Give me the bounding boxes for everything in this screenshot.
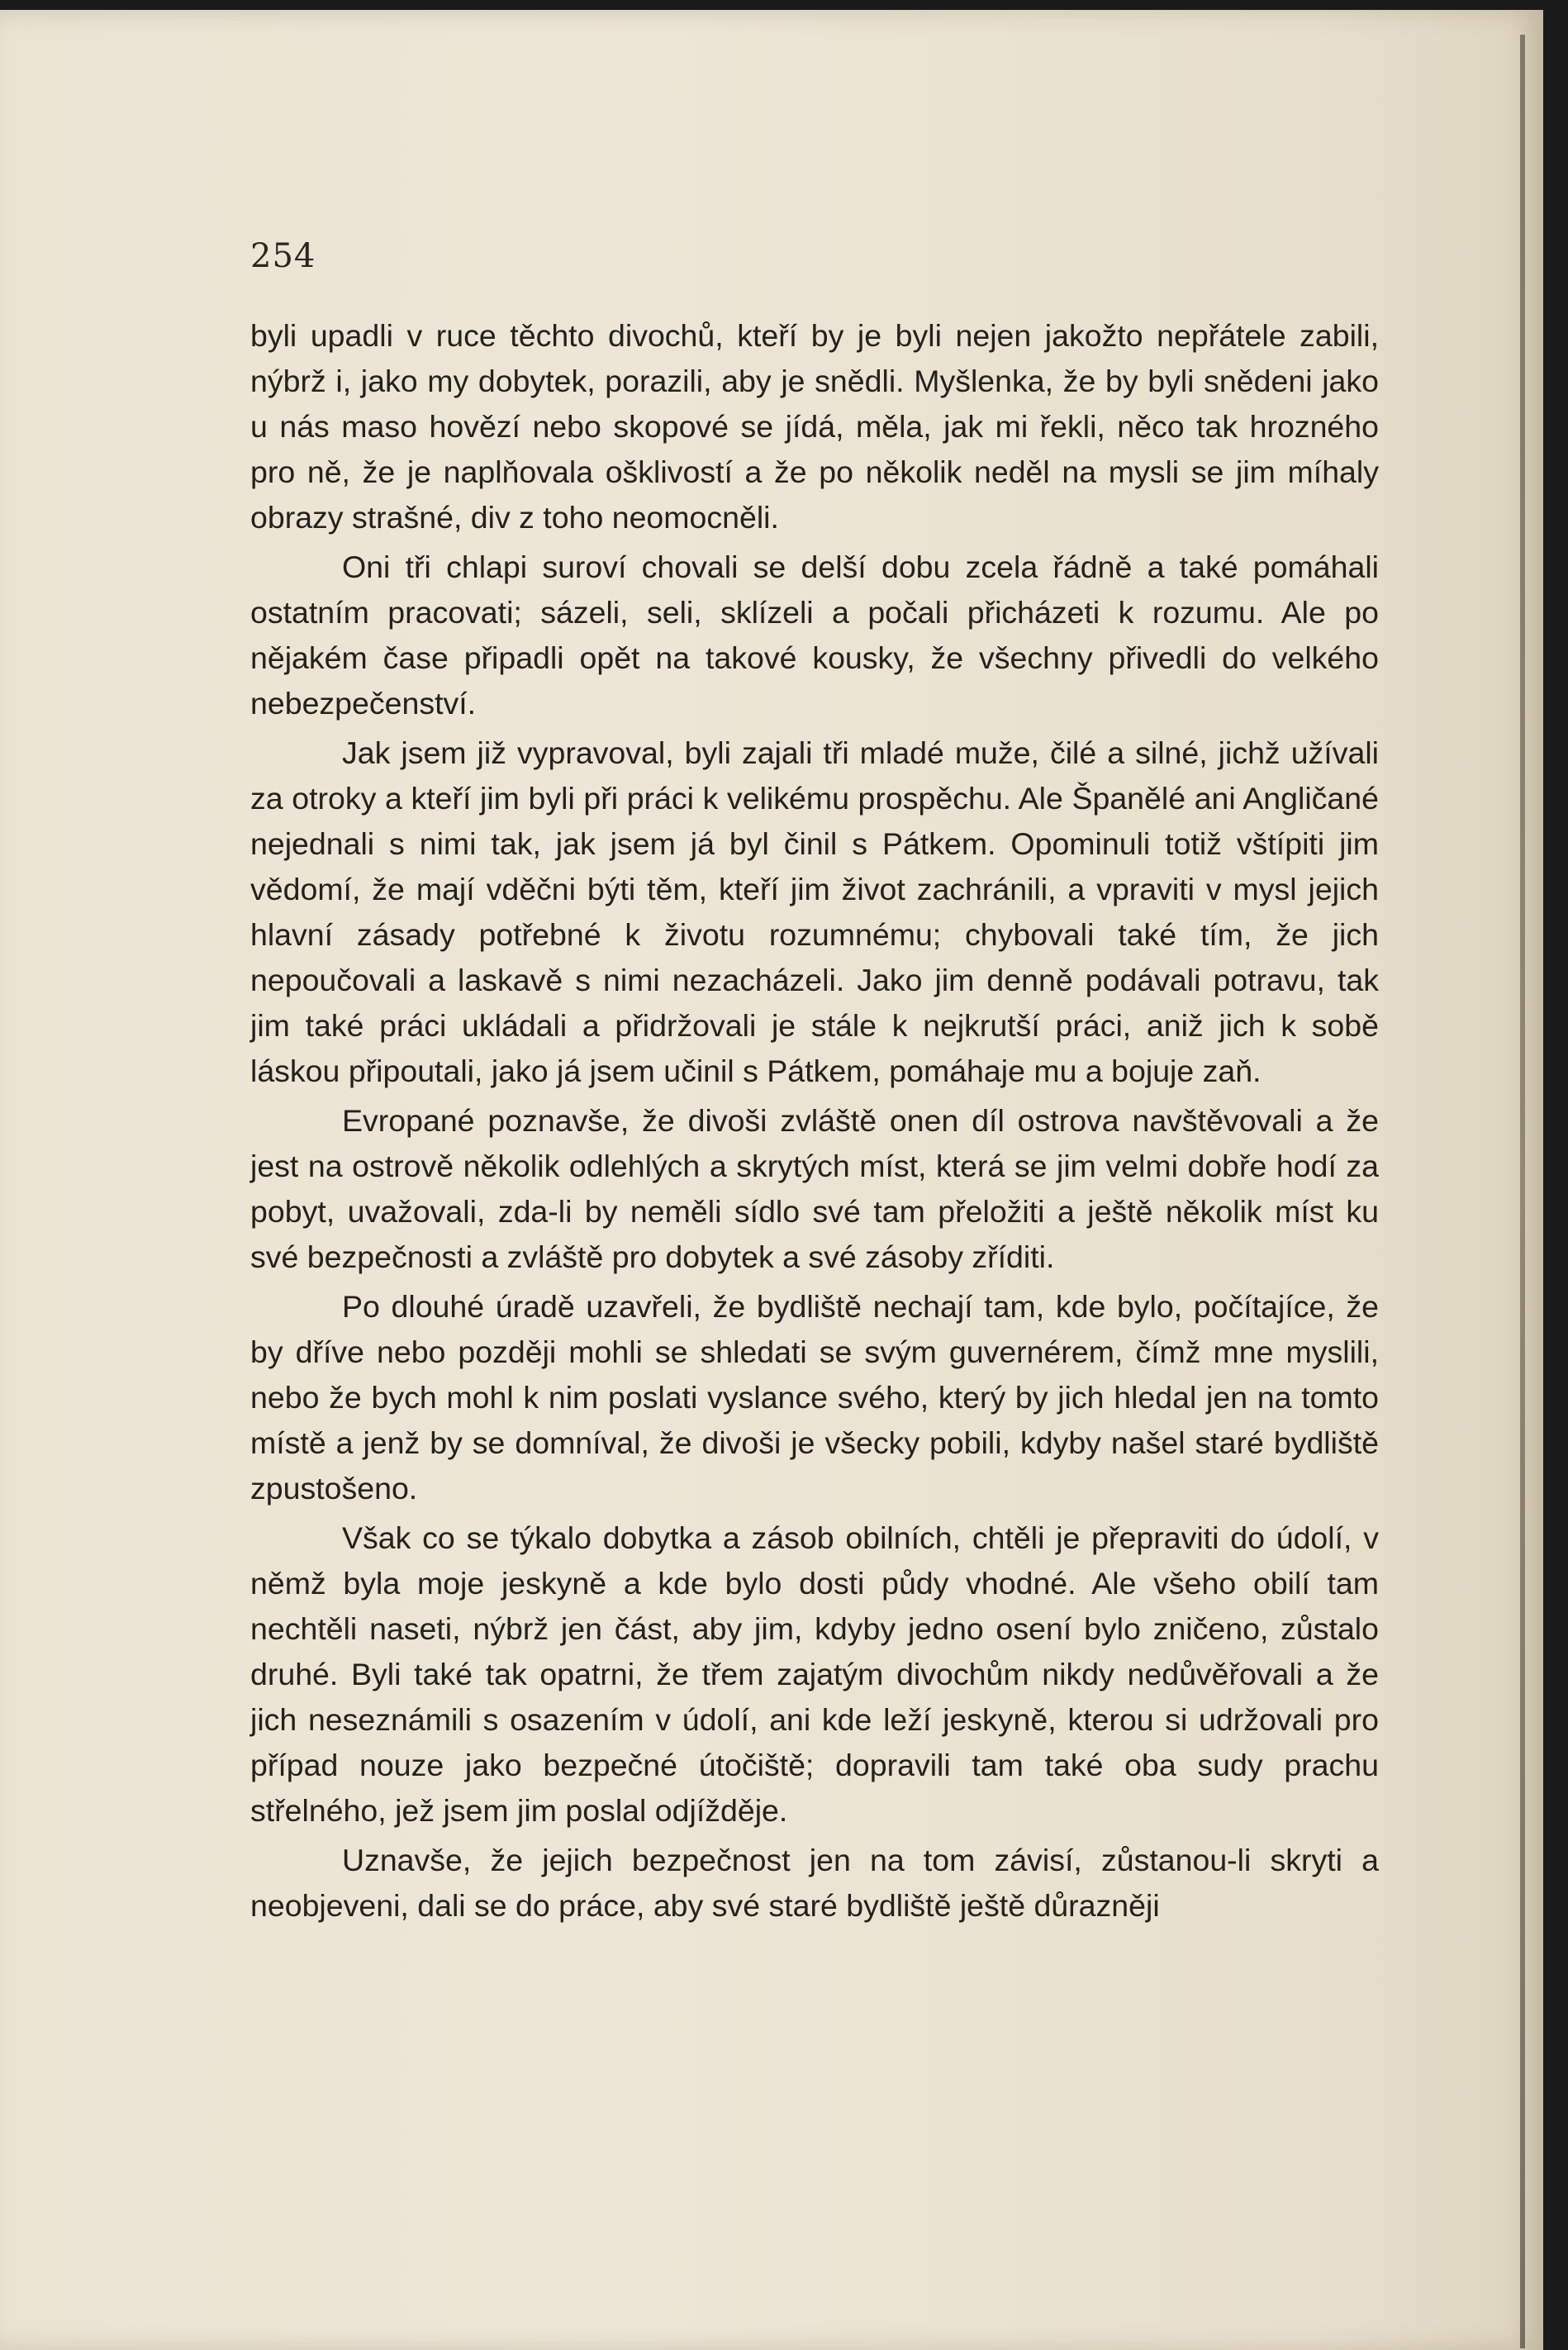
paragraph: Uznavše, že jejich bezpečnost jen na tom závisí, zůstanou-li skryti a neobjeveni, dali se do práce, aby své staré bydliště ještě důrazněji [250, 1843, 1379, 1923]
paragraph: Evropané poznavše, že divoši zvláště onen díl ostrova navštěvovali a že jest na ostrově několik odlehlých a skrytých míst, která se jim velmi dobře hodí za pobyt, uvažovali, zda-li by neměli sídlo své tam přeložiti a ještě několik míst ku své bezpečnosti a zvláště pro dobytek a své zásoby zříditi. [250, 1103, 1379, 1274]
paragraph: byli upadli v ruce těchto divochů, kteří by je byli nejen jakožto nepřátele zabili, nýbrž i, jako my dobytek, porazili, aby je snědli. Myšlenka, že by byli snědeni jako u nás maso hovězí nebo skopové se jídá, měla, jak mi řekli, něco tak hrozného pro ně, že je naplňovala ošklivostí a že po několik neděl na mysli se jim míhaly obrazy strašné, div z toho neomocněli. [250, 318, 1379, 535]
body-text [250, 313, 1379, 1933]
paragraph: Po dlouhé úradě uzavřeli, že bydliště nechají tam, kde bylo, počítajíce, že by dříve nebo později mohli se shledati se svým guvernérem, čímž mne myslili, nebo že bych mohl k nim poslati vyslance svého, který by jich hledal jen na tomto místě a jenž by se domníval, že divoši je všecky pobili, kdyby našel staré bydliště zpustošeno. [250, 1289, 1379, 1506]
paragraph: Jak jsem již vypravoval, byli zajali tři mladé muže, čilé a silné, jichž užívali za otroky a kteří jim byli při práci k velikému prospěchu. Ale Španělé ani Angličané nejednali s nimi tak, jak jsem já byl činil s Pátkem. Opominuli totiž vštípiti jim vědomí, že mají vděčni býti těm, kteří jim život zachránili, a vpraviti v mysl jejich hlavní zásady potřebné k životu rozumnému; chybovali také tím, že jich nepoučovali a laskavě s nimi nezacházeli. Jako jim denně podávali potravu, tak jim také práci ukládali a přidržovali je stále k nejkrutší práci, aniž jich k sobě láskou připoutali, jako já jsem učinil s Pátkem, pomáhaje mu a bojuje zaň. [250, 735, 1379, 1088]
page-number: 254 [250, 237, 316, 275]
paragraph: Oni tři chlapi suroví chovali se delší dobu zcela řádně a také pomáhali ostatním pracovati; sázeli, seli, sklízeli a počali přicházeti k rozumu. Ale po nějakém čase připadli opět na takové kousky, že všechny přivedli do velkého nebezpečenství. [250, 549, 1379, 721]
page-edge-shadow [1520, 35, 1525, 2348]
book-page [0, 10, 1543, 2350]
paragraph: Však co se týkalo dobytka a zásob obilních, chtěli je přepraviti do údolí, v němž byla moje jeskyně a kde bylo dosti půdy vhodné. Ale všeho obilí tam nechtěli naseti, nýbrž jen část, aby jim, kdyby jedno osení bylo zničeno, zůstalo druhé. Byli také tak opatrni, že třem zajatým divochům nikdy nedůvěřovali a že jich neseznámili s osazením v údolí, ani kde leží jeskyně, kterou si udržovali pro případ nouze jako bezpečné útočiště; dopravili tam také oba sudy prachu střelného, jež jsem jim poslal odjížděje. [250, 1520, 1379, 1828]
